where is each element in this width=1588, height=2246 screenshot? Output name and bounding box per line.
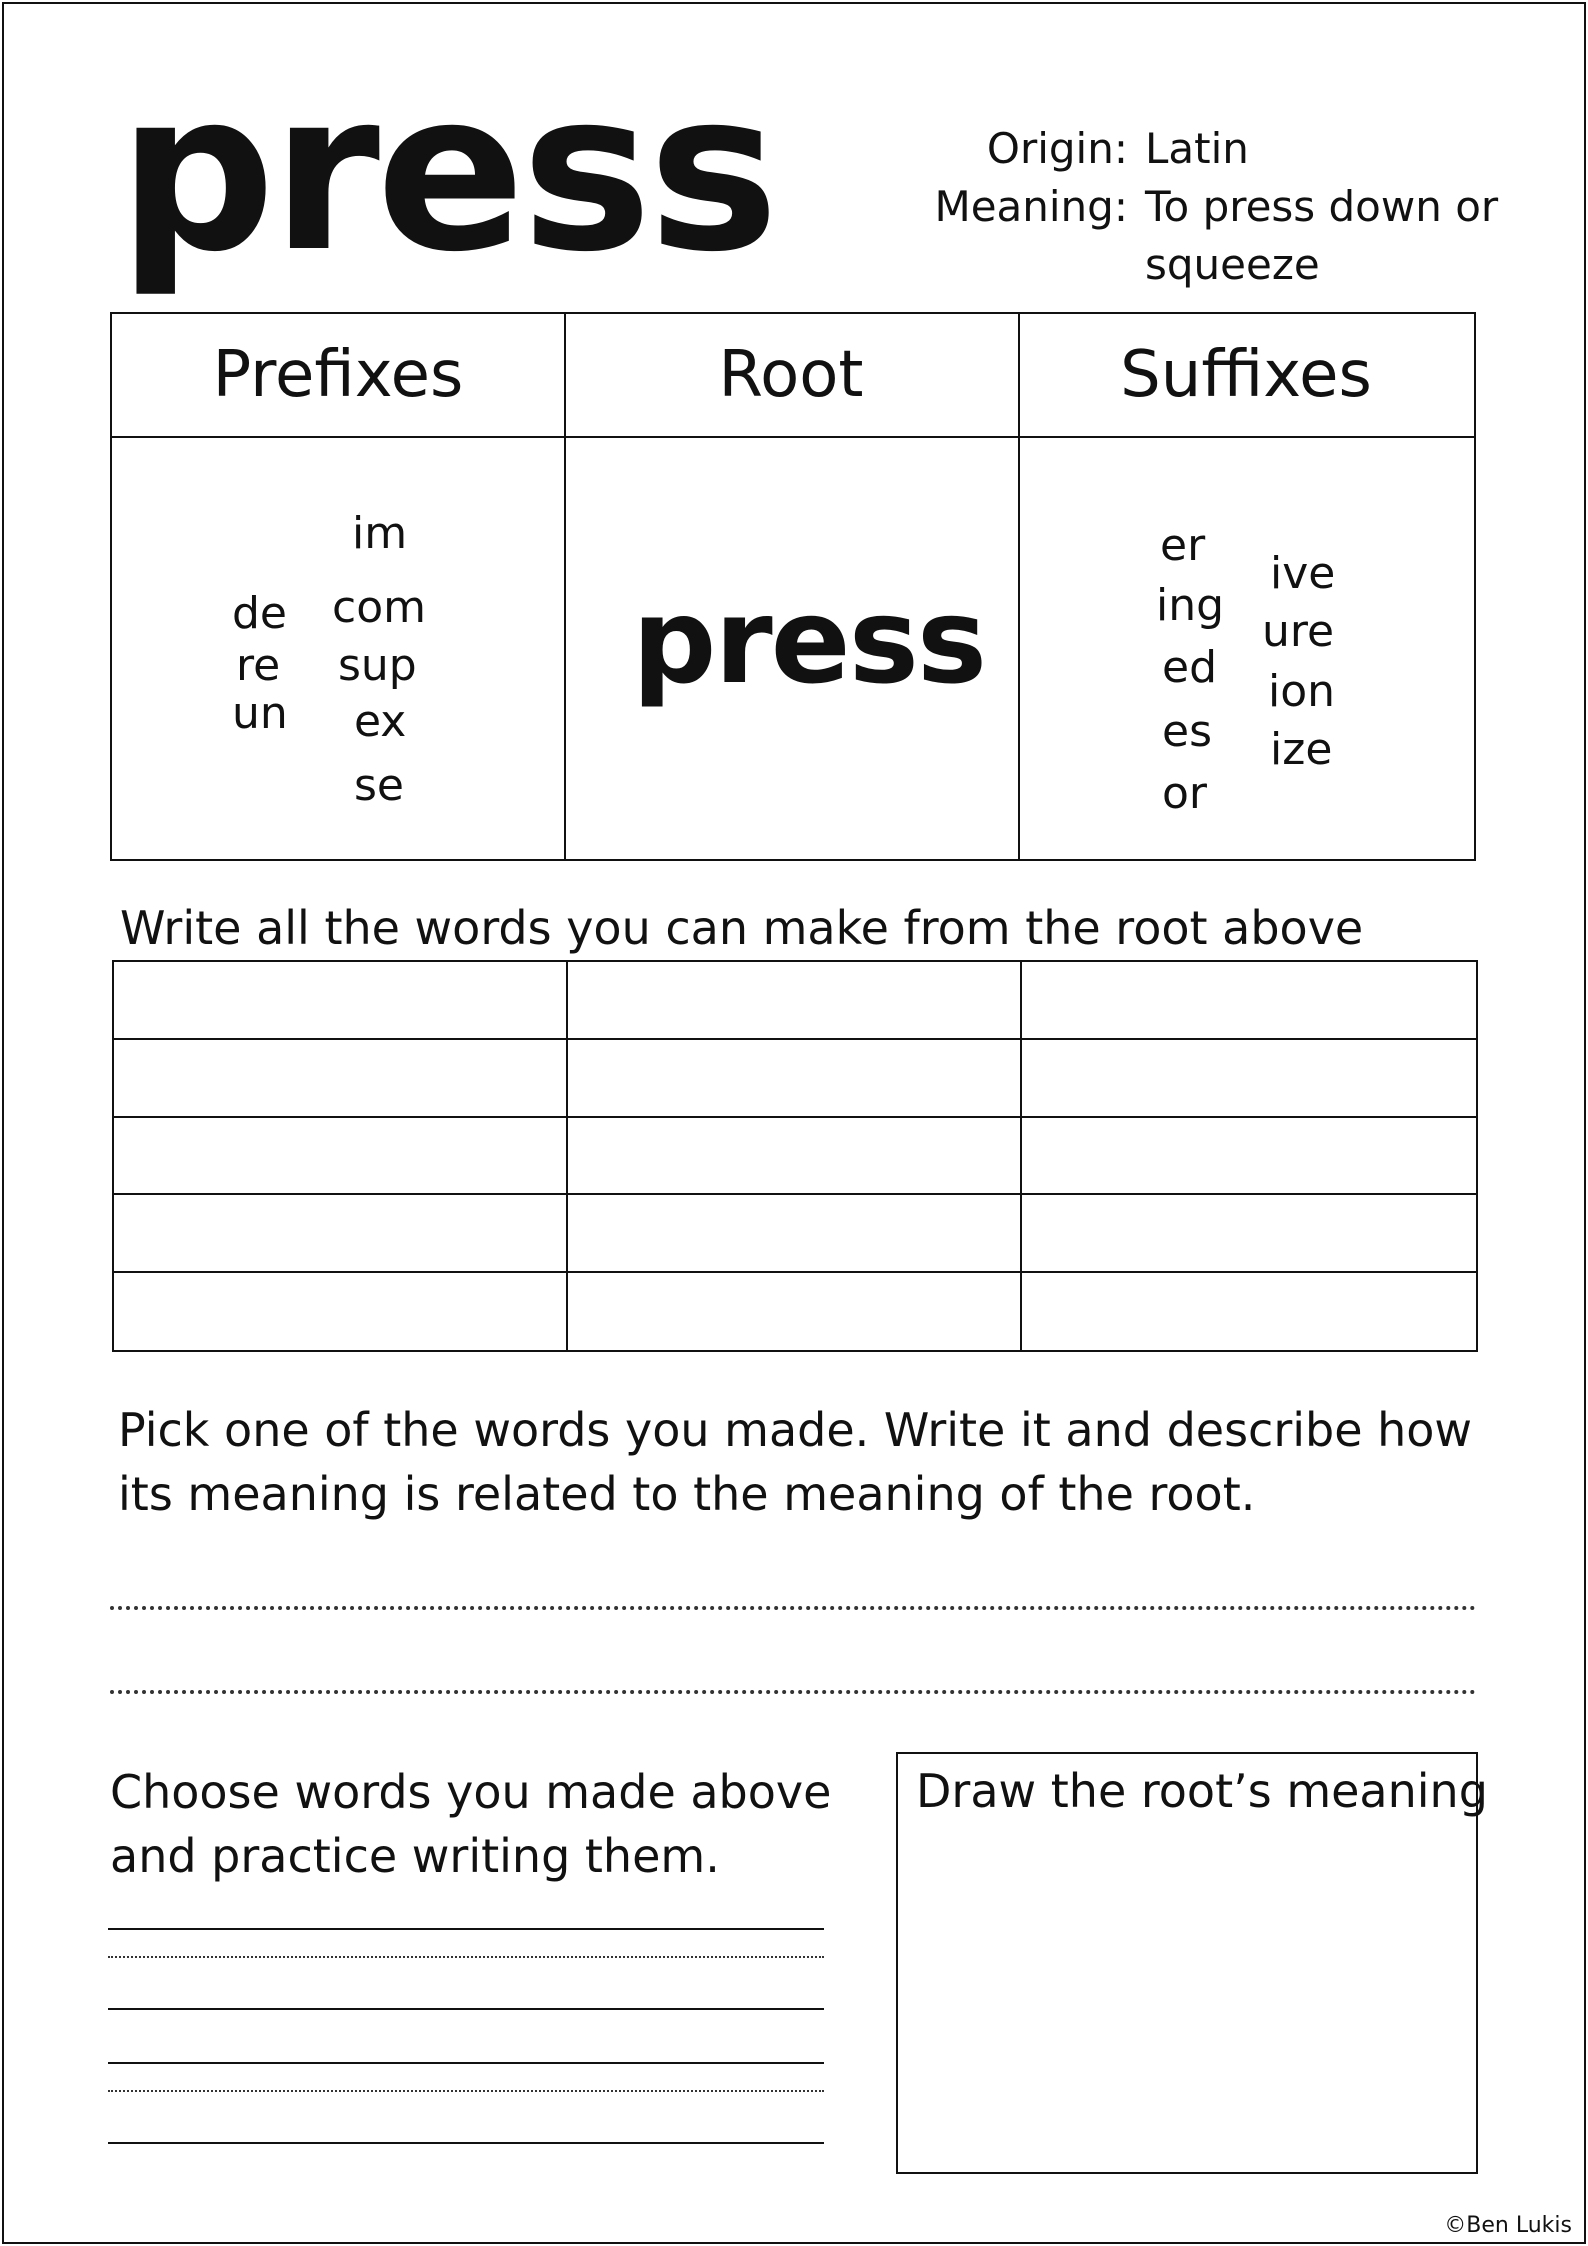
meaning-label: Meaning: [934,182,1128,231]
suffix-item: or [1162,768,1208,819]
grid-divider [1020,962,1022,1350]
suffix-item: ion [1268,666,1336,717]
prefix-item: im [352,508,408,559]
answer-line[interactable] [110,1690,1476,1694]
grid-row-line [114,1116,1476,1118]
suffixes-header: Suffixes [1120,338,1372,412]
suffix-item: es [1162,706,1212,757]
describe-prompt-line2: its meaning is related to the meaning of the root. [118,1467,1256,1521]
prefix-item: ex [354,696,407,747]
origin-value: Latin [1145,124,1249,173]
handwriting-midline [108,2090,824,2092]
meaning-value-line1: To press down or [1145,182,1499,231]
meaning-value-line2: squeeze [1145,240,1320,289]
origin-label: Origin: [986,124,1128,173]
table-header-divider [112,436,1474,438]
handwriting-midline [108,1956,824,1958]
prefix-item: un [232,688,288,739]
prefix-item: re [236,640,281,691]
suffix-item: ure [1262,606,1335,657]
suffix-item: ing [1156,580,1225,631]
suffix-item: ize [1270,724,1333,775]
answer-line[interactable] [110,1606,1476,1610]
root-header: Root [718,338,864,412]
grid-row-line [114,1271,1476,1273]
draw-box[interactable] [896,1752,1488,2174]
words-prompt: Write all the words you can make from the root above [120,901,1364,955]
practice-prompt-line1: Choose words you made above [110,1765,832,1819]
prefix-item: sup [338,640,417,691]
prefix-item: se [354,760,404,811]
practice-prompt-line2: and practice writing them. [110,1829,720,1883]
handwriting-line[interactable] [108,2142,824,2144]
draw-label: Draw the root’s meaning [916,1764,1488,1818]
grid-divider [566,962,568,1350]
word-parts-table [110,312,1476,861]
grid-row-line [114,1193,1476,1195]
handwriting-line[interactable] [108,2008,824,2010]
handwriting-line[interactable] [108,2062,824,2064]
suffix-item: ive [1270,548,1336,599]
suffix-item: er [1160,520,1206,571]
suffix-item: ed [1162,642,1217,693]
root-title: press [118,44,776,300]
describe-prompt-line1: Pick one of the words you made. Write it and describe how [118,1403,1473,1457]
word-grid [112,960,1478,1352]
prefix-item: com [332,582,426,633]
prefix-item: de [232,588,287,639]
root-word: press [632,572,986,710]
copyright: ©Ben Lukis [1444,2213,1572,2238]
grid-row-line [114,1038,1476,1040]
handwriting-line[interactable] [108,1928,824,1930]
prefixes-header: Prefixes [212,338,464,412]
